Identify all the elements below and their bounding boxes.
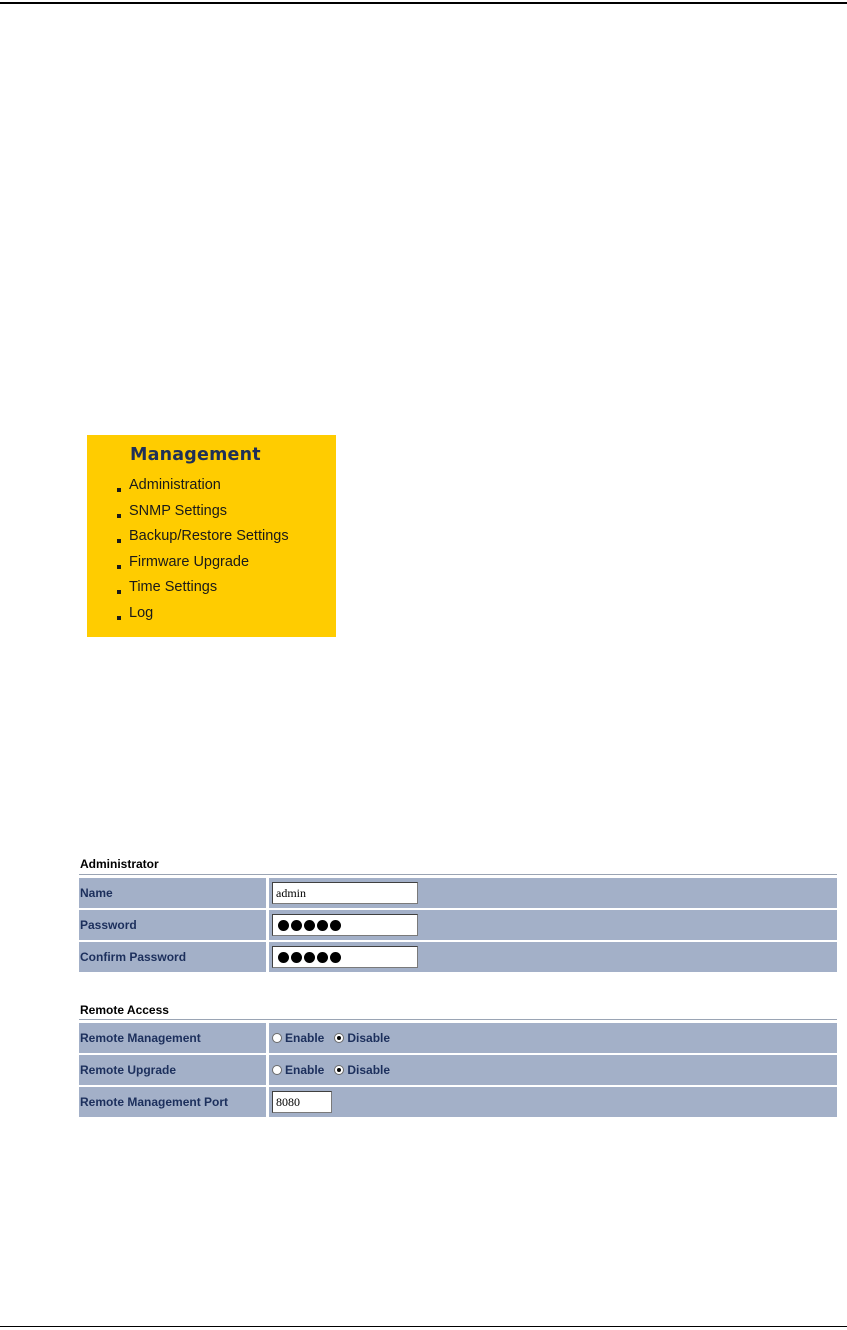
remote-upgrade-enable-radio[interactable] xyxy=(272,1065,282,1075)
menu-item-label: Backup/Restore Settings xyxy=(129,528,289,544)
remote-upgrade-disable-radio[interactable] xyxy=(334,1065,344,1075)
remote-upgrade-disable-option[interactable] xyxy=(334,1063,390,1077)
password-row xyxy=(79,910,837,940)
menu-item-label: Administration xyxy=(129,477,221,493)
remote-upgrade-row xyxy=(79,1055,837,1085)
enable-label: Enable xyxy=(285,1063,325,1077)
remote-management-disable-radio[interactable] xyxy=(334,1033,344,1043)
management-menu-list xyxy=(117,475,289,628)
menu-item-label: Log xyxy=(129,604,154,621)
password-label: Password xyxy=(80,918,137,932)
administrator-divider xyxy=(79,874,837,875)
remote-upgrade-label: Remote Upgrade xyxy=(80,1063,177,1077)
confirm-password-value-cell xyxy=(266,942,837,972)
confirm-password-input[interactable] xyxy=(272,946,418,968)
bullet-icon xyxy=(117,616,121,620)
remote-upgrade-radio-group xyxy=(272,1063,400,1077)
remote-management-label: Remote Management xyxy=(80,1031,201,1045)
remote-management-disable-option[interactable] xyxy=(334,1031,390,1045)
remote-management-port-label: Remote Management Port xyxy=(80,1095,229,1109)
menu-item-backup-restore-settings[interactable] xyxy=(117,526,289,552)
password-mask-dot xyxy=(304,920,315,931)
password-mask-dot xyxy=(278,920,289,931)
confirm-password-row xyxy=(79,942,837,972)
password-mask-dot xyxy=(330,952,341,963)
remote-management-port-value-cell xyxy=(266,1087,837,1117)
menu-item-time-settings[interactable] xyxy=(117,577,289,603)
remote-management-enable-option[interactable] xyxy=(272,1031,324,1045)
password-mask-dot xyxy=(278,952,289,963)
menu-item-label: Firmware Upgrade xyxy=(129,553,250,570)
confirm-password-label: Confirm Password xyxy=(80,950,187,964)
menu-item-administration[interactable] xyxy=(117,475,289,501)
header-rule xyxy=(0,2,847,4)
password-mask-dot xyxy=(317,920,328,931)
remote-management-port-input[interactable]: 8080 xyxy=(272,1091,332,1113)
bullet-icon xyxy=(117,565,121,569)
menu-item-firmware-upgrade[interactable] xyxy=(117,552,289,578)
name-label: Name xyxy=(80,886,113,900)
remote-upgrade-value-cell xyxy=(266,1055,837,1085)
remote-access-section-title: Remote Access xyxy=(80,1003,169,1017)
name-input[interactable]: admin xyxy=(272,882,418,904)
name-value-cell xyxy=(266,878,837,908)
name-row xyxy=(79,878,837,908)
bullet-icon xyxy=(117,514,121,518)
remote-management-row xyxy=(79,1023,837,1053)
remote-management-enable-radio[interactable] xyxy=(272,1033,282,1043)
remote-access-divider xyxy=(79,1019,837,1020)
menu-item-log[interactable] xyxy=(117,603,289,629)
disable-label: Disable xyxy=(347,1063,391,1077)
management-menu-title: Management xyxy=(130,445,261,465)
password-mask-dot xyxy=(291,952,302,963)
bullet-icon xyxy=(117,590,121,594)
bullet-icon xyxy=(117,488,121,492)
enable-label: Enable xyxy=(285,1031,325,1045)
password-mask-dot xyxy=(291,920,302,931)
remote-upgrade-enable-option[interactable] xyxy=(272,1063,324,1077)
bullet-icon xyxy=(117,539,121,543)
administrator-section-title: Administrator xyxy=(80,857,159,871)
password-mask xyxy=(276,915,414,935)
footer-rule xyxy=(0,1326,847,1327)
password-mask-dot xyxy=(330,920,341,931)
remote-management-value-cell xyxy=(266,1023,837,1053)
password-mask-dot xyxy=(304,952,315,963)
password-input[interactable] xyxy=(272,914,418,936)
password-value-cell xyxy=(266,910,837,940)
disable-label: Disable xyxy=(347,1031,391,1045)
remote-management-port-row xyxy=(79,1087,837,1117)
confirm-password-mask xyxy=(276,947,414,967)
management-menu-panel xyxy=(87,435,336,637)
menu-item-snmp-settings[interactable] xyxy=(117,501,289,527)
password-mask-dot xyxy=(317,952,328,963)
menu-item-label: SNMP Settings xyxy=(129,502,228,519)
menu-item-label: Time Settings xyxy=(129,579,218,595)
remote-management-radio-group xyxy=(272,1031,400,1045)
